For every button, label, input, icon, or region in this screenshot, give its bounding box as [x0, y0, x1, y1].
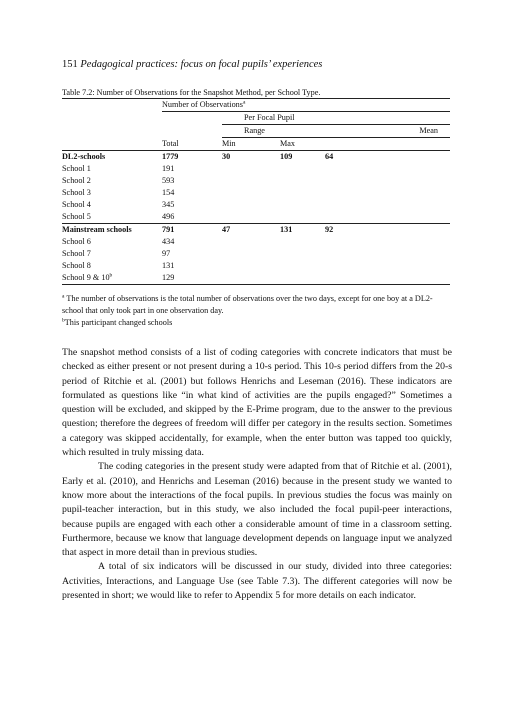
table-row	[62, 163, 450, 175]
school-total-cell: 345	[162, 200, 175, 209]
empty-cell	[325, 199, 450, 211]
empty-cell	[325, 211, 450, 224]
empty-cell	[280, 272, 325, 285]
school-name: School 4	[62, 200, 91, 209]
footnote-mark-a: a	[242, 99, 246, 106]
table-notes	[62, 293, 452, 329]
school-name-cell	[62, 211, 162, 224]
header-min: Min	[222, 138, 280, 151]
school-total-cell: 129	[162, 272, 222, 285]
table-row	[62, 211, 450, 224]
footnote-b	[62, 317, 452, 329]
table-row	[62, 272, 450, 285]
school-name-cell	[62, 163, 162, 175]
empty-cell	[325, 260, 450, 272]
empty-cell	[280, 260, 325, 272]
running-title: Pedagogical practices: focus on focal pupils’ experiences	[80, 59, 323, 70]
group-max-cell: 109	[280, 151, 325, 164]
school-name: School 3	[62, 188, 91, 197]
empty-cell	[325, 272, 450, 285]
table-header-row-4	[62, 138, 450, 151]
empty-cell	[222, 260, 280, 272]
header-per-focal-pupil: Per Focal Pupil	[222, 112, 450, 125]
empty-cell	[325, 187, 450, 199]
group-row	[62, 224, 450, 237]
school-total-cell: 97	[162, 249, 171, 258]
header-mean: Mean	[325, 125, 450, 138]
table-row	[62, 236, 450, 248]
paragraph-3: A total of six indicators will be discussed in our study, divided into three categories: Activities, Interactions, and Language Use (see Table 7.3). The different categories will now be presented in short; we would like to refer to Appendix 5 for more details on each indicator.	[62, 561, 452, 602]
empty-cell	[222, 211, 280, 224]
group-row	[62, 151, 450, 164]
table-row	[62, 260, 450, 272]
school-total-cell: 593	[162, 176, 175, 185]
page-number: 151	[62, 59, 78, 70]
running-header	[62, 59, 322, 70]
empty-cell	[222, 163, 280, 175]
school-name-cell	[62, 260, 162, 272]
school-name-cell	[62, 175, 162, 187]
school-name-cell	[62, 248, 162, 260]
group-min-cell: 47	[222, 224, 280, 237]
empty-cell	[325, 163, 450, 175]
body-text	[62, 346, 452, 603]
footnote-b-text: This participant changed schools	[64, 318, 173, 327]
empty-cell	[222, 175, 280, 187]
table-header-row-3	[62, 125, 450, 138]
empty-cell	[325, 248, 450, 260]
group-max-cell: 131	[280, 224, 325, 237]
empty-cell	[325, 236, 450, 248]
school-name-cell	[62, 187, 162, 199]
header-total: Total	[162, 138, 222, 151]
empty-cell	[280, 187, 325, 199]
empty-cell	[280, 248, 325, 260]
school-total-cell: 434	[162, 237, 175, 246]
school-name: School 9 & 10	[62, 273, 110, 282]
empty-cell	[222, 272, 280, 285]
table-row	[62, 187, 450, 199]
school-name: School 8	[62, 261, 91, 270]
empty-cell	[222, 248, 280, 260]
empty-cell	[280, 199, 325, 211]
paragraph-1: The snapshot method consists of a list of coding categories with concrete indicators that must be checked as either present or not present during a 10-s period. This 10-s period differs from the 20-s period of Ritchie et al. (2001) but follows Henrichs and Leseman (2016). These indicators are formulated as questions like “in what kind of activities are the pupils engaged?” Sometimes a question will be excluded, and skipped by the E-Prime program, due to the answer to the previous question; therefore the degrees of freedom will differ per category in the results section. Sometimes a category was skipped accidentally, for example, when the enter button was tapped too quickly, which resulted in truly missing data.	[62, 347, 452, 459]
table-row	[62, 175, 450, 187]
group-mean-cell: 64	[325, 151, 450, 164]
school-name: School 1	[62, 164, 91, 173]
school-name: School 6	[62, 237, 91, 246]
observations-table	[62, 98, 450, 285]
group-name-cell: DL2-schools	[62, 151, 162, 164]
empty-cell	[280, 236, 325, 248]
empty-cell	[280, 211, 325, 224]
empty-cell	[325, 175, 450, 187]
paragraph-2: The coding categories in the present study were adapted from that of Ritchie et al. (2001), Early et al. (2010), and Henrichs and Leseman (2016) because in the present study we wanted to know more about the interactions of the focal pupils. In previous studies the focus was mainly on pupil-teacher interaction, but in this study, we also included the focal pupil-peer interactions, because pupils are engaged with each other a considerable amount of time in a classroom setting. Furthermore, because we know that language development depends on language input we analyzed that aspect in more detail than in previous studies.	[62, 461, 452, 559]
footnote-a	[62, 293, 452, 317]
school-total-cell: 131	[162, 261, 175, 270]
group-total-cell: 1779	[162, 151, 222, 164]
empty-cell	[222, 187, 280, 199]
school-name: School 7	[62, 249, 91, 258]
table-row	[62, 199, 450, 211]
header-number-of-observations	[162, 99, 450, 112]
table-caption: Table 7.2: Number of Observations for the Snapshot Method, per School Type.	[62, 88, 321, 97]
school-total-cell: 496	[162, 212, 175, 221]
header-number-label: Number of Observations	[162, 100, 243, 109]
school-name-cell	[62, 236, 162, 248]
group-mean-cell: 92	[325, 224, 450, 237]
table-row	[62, 248, 450, 260]
school-name: School 2	[62, 176, 91, 185]
group-name-cell: Mainstream schools	[62, 224, 162, 237]
footnote-mark-b: b	[109, 272, 113, 279]
empty-cell	[222, 199, 280, 211]
footnote-a-mark: a	[62, 293, 65, 300]
group-total-cell: 791	[162, 224, 222, 237]
group-min-cell: 30	[222, 151, 280, 164]
table-header-row-1	[62, 99, 450, 112]
school-total-cell: 191	[162, 164, 175, 173]
table-header-row-2	[62, 112, 450, 125]
empty-cell	[222, 236, 280, 248]
school-name-cell	[62, 199, 162, 211]
empty-cell	[280, 163, 325, 175]
empty-cell	[280, 175, 325, 187]
footnote-b-mark: b	[62, 317, 65, 324]
school-name: School 5	[62, 212, 91, 221]
header-range: Range	[222, 125, 325, 138]
school-total-cell: 154	[162, 188, 175, 197]
footnote-a-text: The number of observations is the total number of observations over the two days, except for one boy at a DL2-school that only took part in one observation day.	[62, 294, 433, 315]
header-max: Max	[280, 138, 325, 151]
school-name-cell	[62, 272, 162, 285]
